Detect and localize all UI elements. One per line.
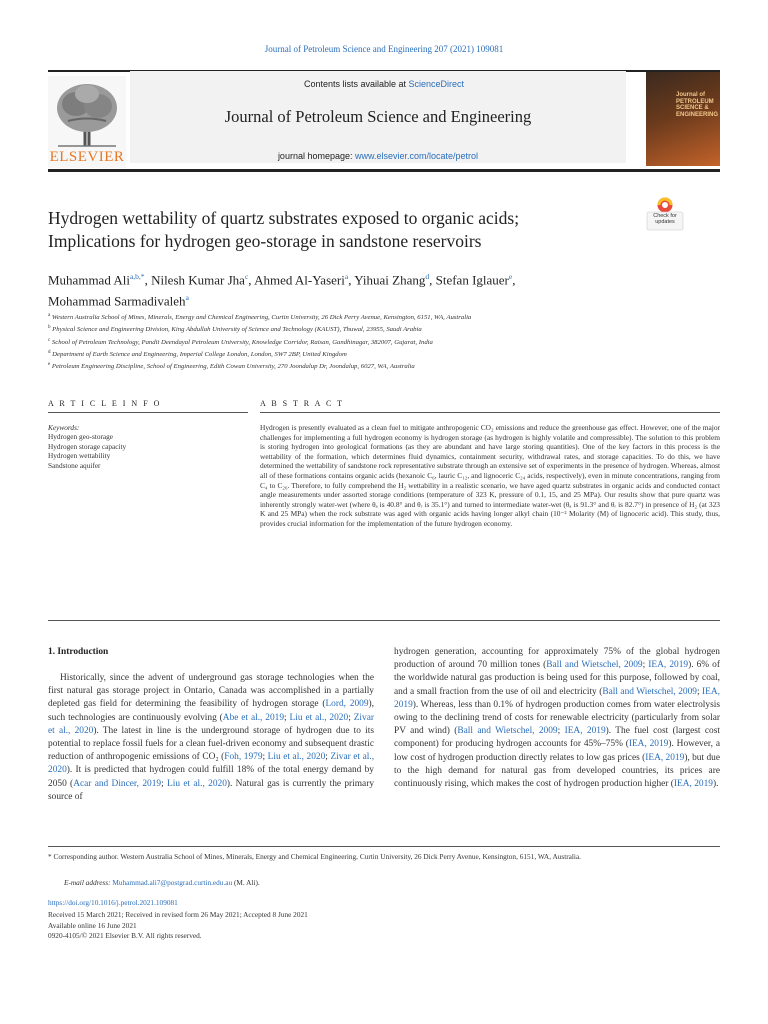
body-text: ; xyxy=(642,660,649,671)
affiliation-item xyxy=(48,323,728,335)
abstract-text: Hydrogen is presently evaluated as a clean fuel to mitigate anthropogenic CO₂ emissions and reduce the greenhouse gas effect. However, one of the major challenges for implementing a full hydrogen economy is hydrogen storage (as hydrogen is highly volatile and compressible). The solution to this problem is storing hydrogen into geological formations (as they are abundant and have large storing quantities). One of the key factors in this process is the wettability of the formation, which determines fluid dynamics, containment security, withdrawal rates, and storage capacities. To do this, we have determined the wettability of sandstone rock representative substrate through an extensive set of experiments in the presence of hydrogen. Whereas, almost all of these formations contains organic acids (hexanoic C₆, lauric C₁₂, and lignoceric C₂₄ acids, respectively), even in minute concentrations, ranging from C₄ to C₂₆. Therefore, to fully comprehend the H₂ wettability in a realistic scenario, we have aged quartz substrates in organic acids and conducted contact angle measurements under assorted storage conditions (temperature of 323 K, pressure of 0.1, 15, and 25 MPa). Our results show that pure quartz was inherently strongly water-wet (where θₐ is 40.8° and θᵣ is 35.1°) and turned to intermediate water-wet (θₐ is 91.3° and θᵣ is 82.7°) in presence of H₂ (at 323 K and 25 MPa) when the rock substrate was aged with organic acids having longer alkyl chain (10⁻² Molarity (M) of lignoceric acid). This study, thus, provides crucial information for the implementation of the future hydrogen economy. xyxy=(260,423,720,528)
body-text: ; xyxy=(262,752,268,763)
body-text: ; xyxy=(161,778,167,789)
body-text: ). xyxy=(712,779,719,790)
keywords-block xyxy=(48,423,248,470)
affiliation-item xyxy=(48,311,728,323)
author-separator: , xyxy=(512,272,516,288)
keyword-1: Hydrogen geo-storage xyxy=(48,432,114,442)
author-name[interactable]: Nilesh Kumar Jha xyxy=(151,272,245,288)
citation-link[interactable]: Ball and Wietschel, 2009 xyxy=(457,726,558,737)
author-list xyxy=(48,268,668,311)
body-text: ). Whereas, less than 0.1% of hydrogen production comes from water electrolysis owing to the declining trend of costs for renewable electricity (particularly from solar PV and wind) ( xyxy=(394,699,720,737)
journal-title: Journal of Petroleum Science and Engineering xyxy=(224,107,532,126)
author-name[interactable]: Stefan Iglauer xyxy=(435,272,509,288)
paper-title xyxy=(48,207,638,253)
body-text: ). Natural gas is currently the primary source of xyxy=(48,778,375,802)
citation-link[interactable]: IEA, 2019 xyxy=(645,752,685,763)
contents-prefix: Contents lists available at xyxy=(303,79,409,89)
body-text: ), but due to the high demand for natural gas from developed countries, its prices are continuously rising, which makes the cost of hydrogen production higher ( xyxy=(394,752,720,790)
body-text: ). The latest in line is the underground storage of hydrogen due to its potential to replace fossil fuels for a clean fuel-driven economy and subsequent drastic reduction of anthropogenic emissions of CO₂ ( xyxy=(48,725,374,763)
body-text: ; xyxy=(284,712,290,723)
homepage-label: journal homepage: xyxy=(277,151,355,161)
introduction-heading: 1. Introduction xyxy=(48,647,109,657)
affiliation-item xyxy=(48,360,728,372)
publication-dates xyxy=(48,910,308,942)
keywords-label: Keywords: xyxy=(48,423,80,432)
author-separator: , xyxy=(144,272,152,288)
abstract-heading: A B S T R A C T xyxy=(260,399,345,408)
author-separator: , xyxy=(348,272,355,288)
keyword-2: Hydrogen storage capacity xyxy=(48,441,127,451)
body-text: Historically, since the advent of underground gas storage technologies when the first natural gas storage project in Ontario, Canada was accomplished in a partially depleted gas field for determining the feasibility of hydrogen storage ( xyxy=(48,673,374,710)
received-dates: Received 15 March 2021; Received in revised form 26 May 2021; Accepted 8 June 2021 xyxy=(48,910,308,919)
body-text: ). 6% of the worldwide natural gas production is being used for this purpose, followed by coal, and a small fraction from the use of oil and electricity ( xyxy=(394,660,720,697)
citation-link[interactable]: Liu et al., 2020 xyxy=(167,778,227,789)
affiliation-text: Department of Earth Science and Engineering, Imperial College London, London, SW7 2BP, United Kingdom xyxy=(52,351,347,359)
email-link[interactable]: Muhammad.ali7@postgrad.curtin.edu.au xyxy=(112,878,233,887)
keyword-4: Sandstone aquifer xyxy=(48,460,101,470)
citation-link[interactable]: Zivar et al., 2020 xyxy=(48,712,374,736)
introduction-right-column xyxy=(394,646,720,791)
body-text: hydrogen generation, accounting for approximately 75% of the global hydrogen production of around 70 million tones ( xyxy=(394,647,720,671)
author-separator: , xyxy=(248,272,255,288)
keyword-3: Hydrogen wettability xyxy=(48,451,111,461)
citation-link[interactable]: Zivar et al., 2020 xyxy=(48,752,375,776)
doi-link[interactable]: https://doi.org/10.1016/j.petrol.2021.109081 xyxy=(48,898,178,907)
citation-link[interactable]: Ball and Wietschel, 2009 xyxy=(602,686,697,697)
affiliation-marker: a xyxy=(48,313,51,318)
introduction-left-column xyxy=(48,672,374,804)
email-line xyxy=(64,878,260,887)
author-name[interactable]: Ahmed Al-Yaseri xyxy=(254,272,345,288)
author-separator: , xyxy=(429,272,436,288)
email-suffix: (M. Ali). xyxy=(232,878,260,887)
footnote-rule xyxy=(48,846,720,847)
affiliation-marker: b xyxy=(48,325,51,331)
article-info-heading: A R T I C L E I N F O xyxy=(48,399,162,408)
citation-link[interactable]: IEA, 2019 xyxy=(648,660,689,671)
body-text: ; xyxy=(325,752,331,763)
citation-link[interactable]: IEA, 2019 xyxy=(564,726,606,737)
sciencedirect-link[interactable]: ScienceDirect xyxy=(408,79,465,89)
copyright: 0920-4105/© 2021 Elsevier B.V. All rights reserved. xyxy=(48,931,202,940)
article-info-rule xyxy=(48,412,248,413)
cover-title: Journal of PETROLEUM SCIENCE & ENGINEERING xyxy=(676,92,719,118)
body-text: ; xyxy=(557,726,565,737)
affiliation-item xyxy=(48,336,728,348)
email-label: E-mail address: xyxy=(64,878,113,887)
affiliation-text: School of Petroleum Technology, Pandit Deendayal Petroleum University, Knowledge Corridor, Raisan, Gandhinagar, 382007, Gujarat, India xyxy=(51,338,433,346)
affiliation-item xyxy=(48,348,728,360)
affiliation-text: Western Australia School of Mines, Minerals, Energy and Chemical Engineering, Curtin University, 26 Dick Perry Avenue, Kensington, 6151, WA, Australia xyxy=(51,314,472,322)
check-for-updates-label: Check for updates xyxy=(653,213,677,225)
citation-link[interactable]: Abe et al., 2019 xyxy=(222,712,285,723)
abstract-rule xyxy=(260,412,720,413)
body-text: ; xyxy=(348,712,354,723)
author-affiliation-marker[interactable]: a xyxy=(344,272,349,281)
body-text: ). The fuel cost (largest cost component) for producing hydrogen accounts for 45%–75% ( xyxy=(394,726,720,750)
homepage-link[interactable]: www.elsevier.com/locate/petrol xyxy=(355,151,479,161)
body-text: ), such technologies are continuously evolving ( xyxy=(48,699,374,723)
citation-link[interactable]: Foh, 1979 xyxy=(224,752,263,763)
online-date: Available online 16 June 2021 xyxy=(48,920,137,930)
author-affiliation-marker[interactable]: d xyxy=(425,272,430,281)
citation-link[interactable]: Liu et al., 2020 xyxy=(289,712,349,723)
journal-homepage xyxy=(130,151,626,161)
affiliation-marker: d xyxy=(48,349,51,355)
header-bottom-rule xyxy=(48,169,720,172)
affiliation-text: Physical Science and Engineering Division, King Abdullah University of Science and Technology (KAUST), Thuwal, 23955, Saudi Arabia xyxy=(52,326,422,334)
author-name[interactable]: Mohammad Sarmadivaleh xyxy=(48,293,186,309)
citation-link[interactable]: IEA, 2019 xyxy=(628,739,669,750)
title-line-2: Implications for hydrogen geo-storage in sandstone reservoirs xyxy=(48,231,482,251)
affiliation-list xyxy=(48,311,728,373)
citation-link[interactable]: Ball and Wietschel, 2009 xyxy=(546,660,643,671)
affiliation-marker: c xyxy=(48,337,51,343)
citation-link[interactable]: Acar and Dincer, 2019 xyxy=(73,778,162,789)
affiliation-text: Petroleum Engineering Discipline, School of Engineering, Edith Cowan University, 270 Joondalup Dr, Joondalup, 6027, WA, Australia xyxy=(51,363,415,371)
author-affiliation-marker[interactable]: a,b,* xyxy=(129,272,145,281)
author-affiliation-marker[interactable]: e xyxy=(508,272,513,281)
citation-link[interactable]: Liu et al., 2020 xyxy=(267,752,326,763)
affiliation-marker: e xyxy=(48,362,51,368)
corresponding-author-note: * Corresponding author. Western Australia School of Mines, Minerals, Energy and Chemical Engineering, Curtin University, 26 Dick Perry Avenue, Kensington, 6151, WA, Australia. xyxy=(48,852,582,861)
body-text: ). It is predicted that hydrogen could fulfill 18% of the total energy demand by 2050 ( xyxy=(48,765,374,789)
citation-link[interactable]: IEA, 2019 xyxy=(394,686,720,710)
title-line-1: Hydrogen wettability of quartz substrates exposed to organic acids; xyxy=(48,208,520,228)
elsevier-wordmark[interactable]: ELSEVIER xyxy=(49,149,125,165)
abstract-bottom-rule xyxy=(48,620,720,621)
author-name[interactable]: Yihuai Zhang xyxy=(354,272,426,288)
citation-link[interactable]: Lord, 2009 xyxy=(325,699,369,710)
body-text: ). However, a low cost of hydrogen production directly relates to low gas prices ( xyxy=(394,739,720,763)
journal-reference[interactable]: Journal of Petroleum Science and Engineering 207 (2021) 109081 xyxy=(264,44,504,54)
author-affiliation-marker[interactable]: c xyxy=(244,272,249,281)
citation-link[interactable]: IEA, 2019 xyxy=(673,779,713,790)
body-text: ; xyxy=(696,686,703,697)
author-name[interactable]: Muhammad Ali xyxy=(48,272,130,288)
author-affiliation-marker[interactable]: a xyxy=(185,293,189,303)
journal-cover-image[interactable] xyxy=(646,72,720,166)
